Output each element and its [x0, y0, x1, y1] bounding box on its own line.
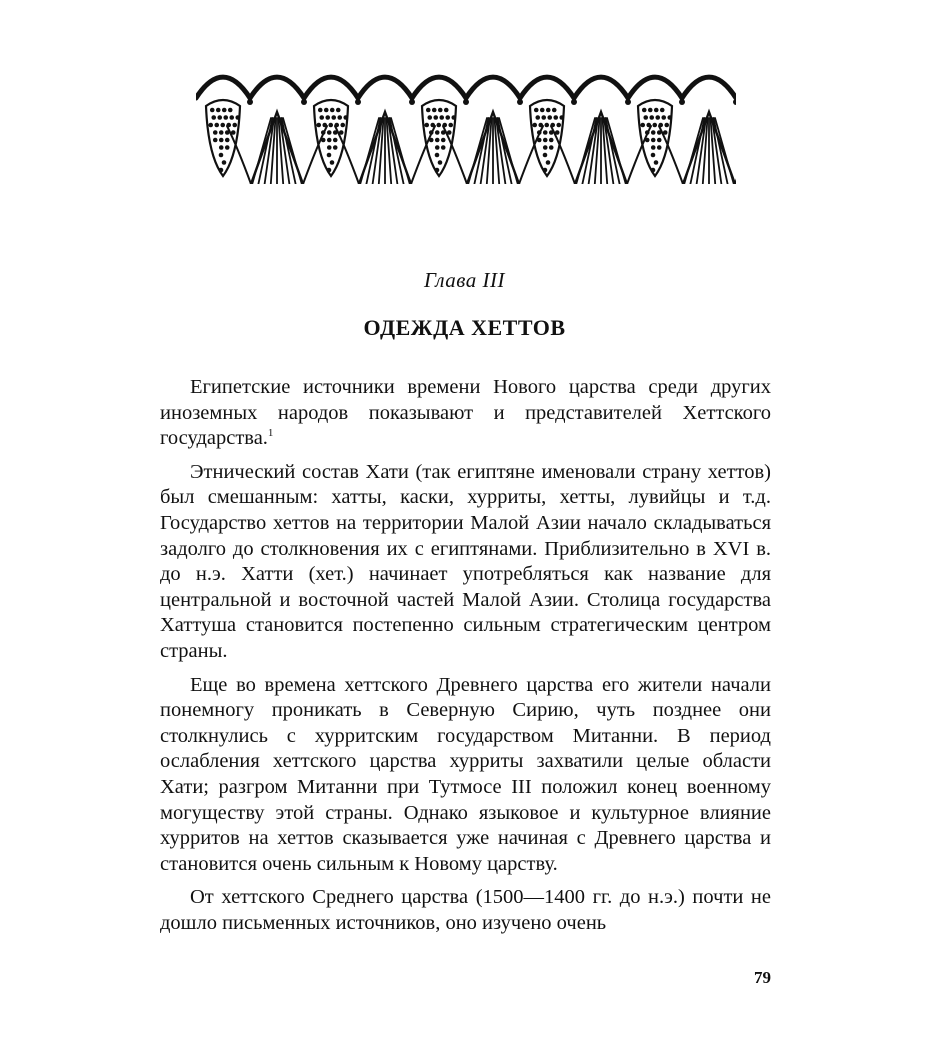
- page-number: 79: [754, 968, 771, 987]
- paragraph-3: Еще во времена хеттского Древнего царства его жители начали понемногу проникать в Северную Сирию, чуть позднее они столкнулись с хурритским государством Митанни. В период ослабления хеттского царства хурриты захватили целые области Хати; разгром Митанни при Тутмосе III положил конец военному могуществу этой страны. Однако языковое и культурное влияние хурритов на хеттов сказывается уже начиная с Древнего царства и становится очень сильным к Новому царству.: [160, 673, 771, 875]
- paragraph-1-text: Египетские источники времени Нового царства среди других иноземных народов показывают и представителей Хеттского государства.: [160, 376, 771, 450]
- ornament-frieze-icon: [196, 58, 736, 184]
- paragraph-1: [160, 375, 771, 452]
- chapter-title: ОДЕЖДА ХЕТТОВ: [363, 315, 566, 340]
- footnote-marker[interactable]: 1: [267, 427, 274, 440]
- body-text: [160, 375, 771, 944]
- chapter-label: Глава III: [424, 268, 505, 292]
- paragraph-2: Этнический состав Хати (так египтяне именовали страну хеттов) был смешанным: хатты, каски, хурриты, хетты, лувийцы и т.д. Государство хеттов на территории Малой Азии начало складываться задолго до столкновения их с египтянами. Приблизительно в XVI в. до н.э. Хатти (хет.) начинает употребляться как название для центральной и восточной частей Малой Азии. Столица государства Хаттуша становится постепенно сильным стратегическим центром страны.: [160, 460, 771, 662]
- paragraph-4: От хеттского Среднего царства (1500—1400 гг. до н.э.) почти не дошло письменных источников, оно изучено очень: [160, 886, 771, 934]
